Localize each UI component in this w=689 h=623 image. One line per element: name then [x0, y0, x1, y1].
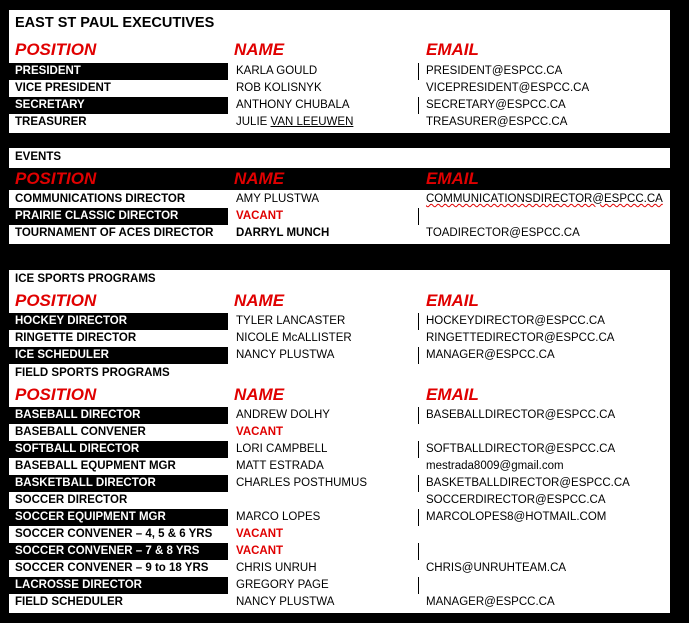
table-row	[9, 407, 670, 424]
executives-header-row	[9, 39, 670, 61]
header-email: EMAIL	[426, 169, 479, 188]
name-cell: DARRYL MUNCH	[236, 227, 330, 239]
name-cell: ANDREW DOLHY	[228, 407, 418, 424]
email-cell[interactable]: COMMUNICATIONSDIRECTOR@ESPCC.CA	[426, 193, 663, 205]
name-cell: ANTHONY CHUBALA	[228, 97, 418, 114]
name-rest: VAN LEEUWEN	[270, 116, 354, 128]
events-panel	[9, 148, 670, 244]
table-row	[9, 526, 670, 543]
name-cell	[228, 114, 418, 131]
position-cell: FIELD SCHEDULER	[15, 596, 123, 608]
name-cell: VACANT	[228, 543, 418, 560]
email-cell[interactable]: TOADIRECTOR@ESPCC.CA	[426, 227, 580, 239]
name-cell: KARLA GOULD	[228, 63, 418, 80]
name-cell: NICOLE McALLISTER	[236, 332, 352, 344]
header-position: POSITION	[15, 291, 97, 310]
email-cell[interactable]: SOFTBALLDIRECTOR@ESPCC.CA	[419, 441, 670, 458]
name-cell: AMY PLUSTWA	[236, 193, 320, 205]
table-row	[9, 577, 670, 594]
table-row	[9, 543, 670, 560]
events-title: EVENTS	[15, 151, 62, 163]
position-cell: BASEBALL DIRECTOR	[15, 409, 141, 421]
position-cell: LACROSSE DIRECTOR	[15, 579, 142, 591]
email-cell[interactable]: PRESIDENT@ESPCC.CA	[419, 63, 670, 80]
name-cell: TYLER LANCASTER	[228, 313, 418, 330]
email-cell[interactable]: BASEBALLDIRECTOR@ESPCC.CA	[419, 407, 670, 424]
position-cell: PRESIDENT	[15, 65, 81, 77]
field-header-row	[9, 384, 670, 406]
programs-panel	[9, 270, 670, 613]
position-cell: TOURNAMENT OF ACES DIRECTOR	[15, 227, 214, 239]
email-cell[interactable]: SOCCERDIRECTOR@ESPCC.CA	[426, 494, 606, 506]
header-name: NAME	[234, 169, 285, 188]
name-cell: VACANT	[236, 426, 284, 438]
table-row	[9, 313, 670, 330]
field-title: FIELD SPORTS PROGRAMS	[15, 367, 170, 379]
table-row	[9, 594, 670, 611]
position-cell: SOCCER DIRECTOR	[15, 494, 128, 506]
position-cell: SOCCER CONVENER – 9 to 18 YRS	[15, 562, 209, 574]
position-cell: BASEBALL EQUPMENT MGR	[15, 460, 176, 472]
email-cell[interactable]	[419, 577, 670, 594]
email-cell[interactable]	[419, 543, 670, 560]
email-cell[interactable]: MARCOLOPES8@HOTMAIL.COM	[419, 509, 670, 526]
header-email: EMAIL	[426, 40, 479, 59]
name-first: JULIE	[236, 116, 268, 128]
name-cell: CHRIS UNRUH	[236, 562, 317, 574]
table-row	[9, 63, 670, 80]
table-row	[9, 492, 670, 509]
email-cell[interactable]: MANAGER@ESPCC.CA	[419, 347, 670, 364]
position-cell: SOCCER CONVENER – 7 & 8 YRS	[15, 545, 200, 557]
position-cell: BASEBALL CONVENER	[15, 426, 146, 438]
email-cell[interactable]: TREASURER@ESPCC.CA	[426, 116, 568, 128]
email-cell[interactable]: CHRIS@UNRUHTEAM.CA	[426, 562, 567, 574]
email-cell[interactable]	[419, 424, 670, 441]
header-position: POSITION	[15, 40, 97, 59]
table-row	[9, 80, 670, 97]
table-row	[9, 560, 670, 577]
table-row	[9, 424, 670, 441]
email-cell[interactable]	[419, 526, 670, 543]
header-position: POSITION	[15, 385, 97, 404]
table-row	[9, 225, 670, 242]
header-name: NAME	[234, 291, 285, 310]
name-cell: CHARLES POSTHUMUS	[228, 475, 418, 492]
email-cell[interactable]: SECRETARY@ESPCC.CA	[419, 97, 670, 114]
table-row	[9, 114, 670, 131]
table-row	[9, 347, 670, 364]
table-row	[9, 191, 670, 208]
email-cell[interactable]: mestrada8009@gmail.com	[426, 460, 564, 472]
position-cell: SECRETARY	[15, 99, 85, 111]
position-cell: RINGETTE DIRECTOR	[15, 332, 137, 344]
name-cell: NANCY PLUSTWA	[236, 596, 335, 608]
header-name: NAME	[234, 40, 285, 59]
table-row	[9, 97, 670, 114]
table-row	[9, 509, 670, 526]
position-cell: BASKETBALL DIRECTOR	[15, 477, 156, 489]
position-cell: PRAIRIE CLASSIC DIRECTOR	[15, 210, 179, 222]
email-cell[interactable]: RINGETTEDIRECTOR@ESPCC.CA	[426, 332, 615, 344]
name-cell: MATT ESTRADA	[236, 460, 324, 472]
table-row	[9, 458, 670, 475]
header-position: POSITION	[15, 169, 97, 188]
executives-panel	[9, 10, 670, 133]
email-cell[interactable]: VICEPRESIDENT@ESPCC.CA	[426, 82, 590, 94]
events-header-row	[9, 168, 670, 190]
executives-title: EAST ST PAUL EXECUTIVES	[15, 15, 215, 31]
name-cell: LORI CAMPBELL	[228, 441, 418, 458]
header-name: NAME	[234, 385, 285, 404]
email-cell[interactable]: MANAGER@ESPCC.CA	[426, 596, 555, 608]
name-cell	[228, 492, 418, 509]
position-cell: TREASURER	[15, 116, 87, 128]
ice-header-row	[9, 290, 670, 312]
table-row	[9, 441, 670, 458]
table-row	[9, 208, 670, 225]
position-cell: SOFTBALL DIRECTOR	[15, 443, 140, 455]
position-cell: HOCKEY DIRECTOR	[15, 315, 128, 327]
email-cell[interactable]	[419, 208, 670, 225]
ice-title: ICE SPORTS PROGRAMS	[15, 273, 156, 285]
table-row	[9, 475, 670, 492]
position-cell: SOCCER EQUIPMENT MGR	[15, 511, 166, 523]
table-row	[9, 330, 670, 347]
position-cell: ICE SCHEDULER	[15, 349, 109, 361]
email-cell[interactable]: BASKETBALLDIRECTOR@ESPCC.CA	[419, 475, 670, 492]
name-cell: GREGORY PAGE	[228, 577, 418, 594]
header-email: EMAIL	[426, 291, 479, 310]
name-cell: VACANT	[228, 208, 418, 225]
position-cell: VICE PRESIDENT	[15, 82, 111, 94]
name-cell: MARCO LOPES	[228, 509, 418, 526]
position-cell: COMMUNICATIONS DIRECTOR	[15, 193, 186, 205]
name-cell: ROB KOLISNYK	[236, 82, 322, 94]
position-cell: SOCCER CONVENER – 4, 5 & 6 YRS	[15, 528, 213, 540]
name-cell: NANCY PLUSTWA	[228, 347, 418, 364]
header-email: EMAIL	[426, 385, 479, 404]
email-cell[interactable]: HOCKEYDIRECTOR@ESPCC.CA	[419, 313, 670, 330]
name-cell: VACANT	[236, 528, 284, 540]
